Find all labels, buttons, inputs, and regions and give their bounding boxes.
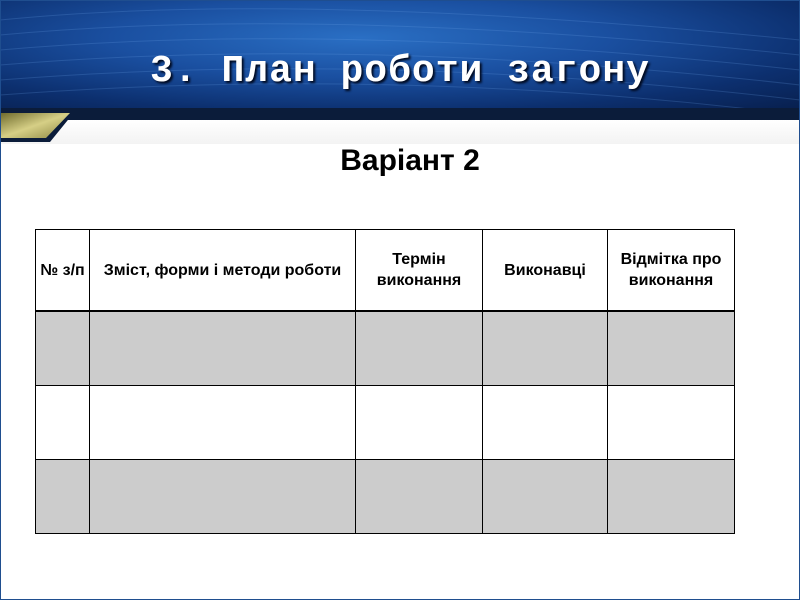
column-header-executors: Виконавці <box>483 230 608 312</box>
slide-title: 3. План роботи загону <box>150 50 650 93</box>
variant-heading: Варіант 2 <box>340 144 480 177</box>
column-header-number: № з/п <box>36 230 90 312</box>
column-header-completion-mark: Відмітка про виконання <box>608 230 735 312</box>
column-header-deadline: Термін виконання <box>356 230 483 312</box>
column-header-content: Зміст, форми і методи роботи <box>90 230 356 312</box>
